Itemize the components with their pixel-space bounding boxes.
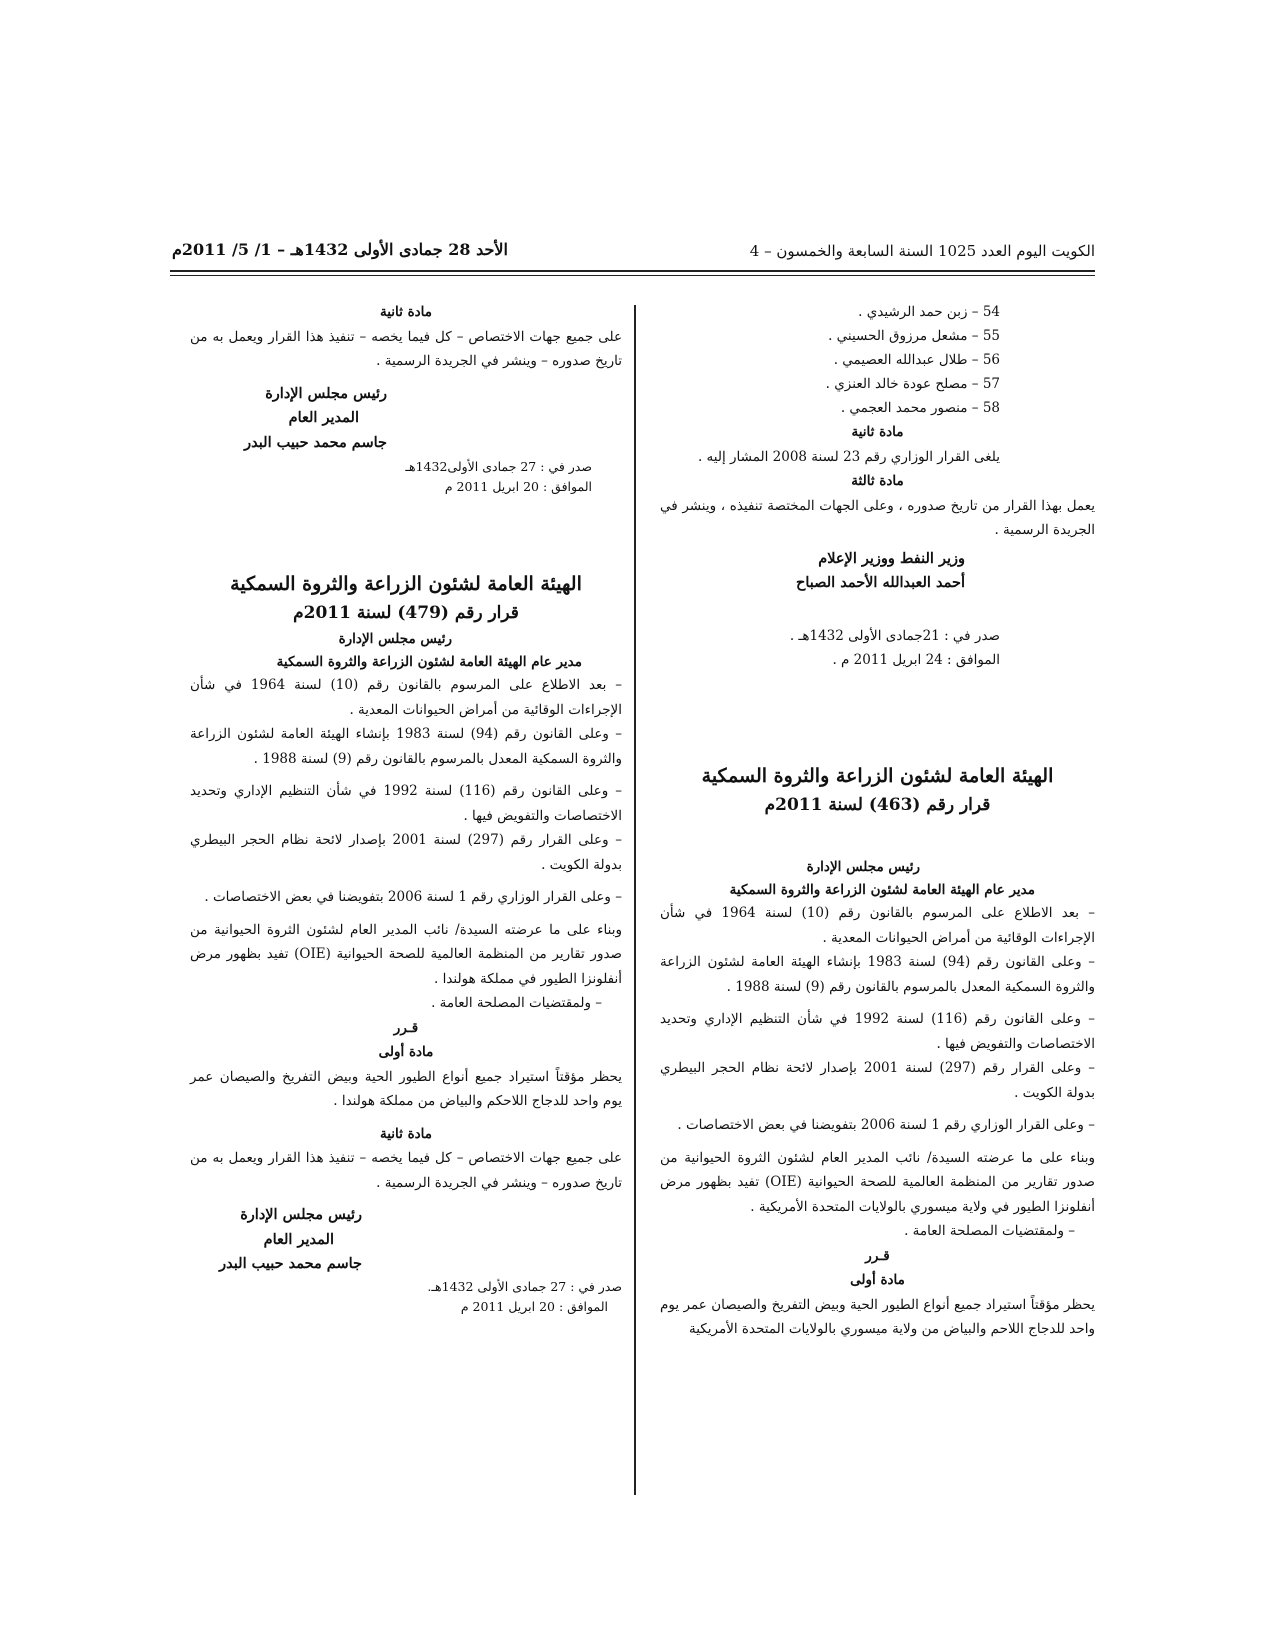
preamble-paragraph: وبناء على ما عرضته السيدة/ نائب المدير العام لشئون الثروة الحيوانية من صدور تقارير من المنظمة العالمية للصحة الحيوانية (OIE) تفيد بظهور مرض أنفلونزا الطيور في مملكة هولندا .: [190, 921, 623, 987]
article-heading: مادة ثانية: [379, 304, 433, 320]
page-header-date: الأحد 28 جمادى الأولى 1432هـ – 1/ 5/ 2011م: [172, 240, 508, 259]
director-heading: مدير عام الهيئة العامة لشئون الزراعة والثروة السمكية: [276, 654, 582, 670]
preamble-paragraph: – وعلى القرار رقم (297) لسنة 2001 بإصدار لائحة نظام الحجر البيطري بدولة الكويت .: [190, 832, 622, 873]
preamble-paragraph: – وعلى القرار الوزاري رقم 1 لسنة 2006 بتفويضنا في بعض الاختصاصات .: [677, 1117, 1095, 1133]
article-heading: مادة ثانية: [851, 424, 904, 440]
section-title: الهيئة العامة لشئون الزراعة والثروة السمكية: [230, 573, 582, 595]
decision-title: قرار رقم (463) لسنة 2011م: [764, 794, 991, 815]
header-rule: [170, 270, 1095, 272]
left-column: [190, 300, 622, 1317]
corresponding-date: الموافق : 20 ابريل 2011 م: [460, 1298, 608, 1314]
preamble-paragraph: – وعلى القانون رقم (116) لسنة 1992 في شأن التنظيم الإداري وتحديد الاختصاصات والتفويض فيها .: [660, 1011, 1095, 1052]
preamble-paragraph: – ولمقتضيات المصلحة العامة .: [904, 1223, 1075, 1239]
header-rule-thin: [170, 275, 1095, 276]
signature-title: رئيس مجلس الإدارة: [240, 1206, 362, 1223]
column-divider: [634, 305, 636, 1495]
issued-date: صدر في : 27 جمادى الأولى1432هـ: [405, 459, 592, 474]
preamble-paragraph: – وعلى القانون رقم (94) لسنة 1983 بإنشاء الهيئة العامة لشئون الزراعة والثروة السمكية المعدل بالمرسوم بالقانون رقم (9) لسنة 1988 .: [660, 954, 1095, 995]
page-header-issue: الكويت اليوم العدد 1025 السنة السابعة والخمسون – 4: [749, 242, 1095, 260]
decided-heading: قـرر: [865, 1247, 890, 1264]
corresponding-date: الموافق : 20 ابريل 2011 م: [444, 479, 592, 494]
signature-role: المدير العام: [263, 1230, 334, 1248]
preamble-paragraph: – بعد الاطلاع على المرسوم بالقانون رقم (10) لسنة 1964 في شأن الإجراءات الوقائية من أمراض الحيوانات المعدية .: [660, 905, 1095, 946]
article-heading: مادة أولى: [378, 1044, 434, 1060]
list-item: 55 – مشعل مرزوق الحسيني .: [828, 328, 1000, 344]
preamble-paragraph: – وعلى القانون رقم (116) لسنة 1992 في شأن التنظيم الإداري وتحديد الاختصاصات والتفويض فيها .: [190, 783, 622, 824]
issued-date: صدر في : 27 جمادى الأولى 1432هـ.: [427, 1278, 622, 1294]
article-text: على جميع جهات الاختصاص – كل فيما يخصه – تنفيذ هذا القرار ويعمل به من تاريخ صدوره – وينشر في الجريدة الرسمية .: [190, 328, 622, 369]
article-text: يحظر مؤقتاً استيراد جميع أنواع الطيور الحية وبيض التفريخ والصيصان عمر يوم واحد للدجاج اللاحكم والبياض من مملكة هولندا .: [190, 1068, 622, 1109]
preamble-paragraph: – وعلى القرار الوزاري رقم 1 لسنة 2006 بتفويضنا في بعض الاختصاصات .: [204, 889, 622, 905]
chair-heading: رئيس مجلس الإدارة: [338, 631, 452, 647]
list-item: 56 – طلال عبدالله العصيمي .: [833, 352, 1000, 368]
signature-role: المدير العام: [288, 409, 359, 426]
preamble-paragraph: – وعلى القرار رقم (297) لسنة 2001 بإصدار لائحة نظام الحجر البيطري بدولة الكويت .: [660, 1060, 1095, 1101]
section-title: الهيئة العامة لشئون الزراعة والثروة السمكية: [701, 764, 1054, 787]
article-text: يعمل بهذا القرار من تاريخ صدوره ، وعلى الجهات المختصة تنفيذه ، وينشر في الجريدة الرسمية .: [660, 497, 1095, 538]
signature-title: رئيس مجلس الإدارة: [265, 384, 387, 402]
article-heading: مادة ثالثة: [851, 473, 904, 489]
corresponding-date: الموافق : 24 ابريل 2011 م .: [832, 652, 1000, 668]
right-column: [660, 300, 1095, 1342]
article-heading: مادة أولى: [850, 1272, 905, 1288]
signature-name: جاسم محمد حبيب البدر: [244, 433, 387, 451]
signature-name: جاسم محمد حبيب البدر: [219, 1255, 362, 1272]
chair-heading: رئيس مجلس الإدارة: [806, 858, 920, 875]
article-text: يلغى القرار الوزاري رقم 23 لسنة 2008 المشار إليه .: [697, 448, 1000, 465]
names-list: [660, 300, 1095, 420]
article-text: على جميع جهات الاختصاص – كل فيما يخصه – تنفيذ هذا القرار ويعمل به من تاريخ صدوره – وينشر في الجريدة الرسمية .: [190, 1150, 622, 1191]
list-item: 57 – مصلح عودة خالد العنزي .: [825, 376, 1000, 392]
signature-name: أحمد العبدالله الأحمد الصباح: [795, 574, 965, 591]
article-text: يحظر مؤقتاً استيراد جميع أنواع الطيور الحية وبيض التفريخ والصيصان عمر يوم واحد للدجاج اللاحم والبياض من ولاية ميسوري بالولايات المتحدة الأمريكية: [660, 1296, 1095, 1337]
list-item: 58 – منصور محمد العجمي .: [840, 400, 1000, 416]
director-heading: مدير عام الهيئة العامة لشئون الزراعة والثروة السمكية: [729, 882, 1035, 898]
issued-date: صدر في : 21جمادى الأولى 1432هـ .: [789, 627, 1000, 644]
preamble-paragraph: – بعد الاطلاع على المرسوم بالقانون رقم (10) لسنة 1964 في شأن الإجراءات الوقائية من أمراض الحيوانات المعدية .: [190, 677, 622, 718]
list-item: 54 – زبن حمد الرشيدي .: [858, 304, 1000, 320]
preamble-paragraph: وبناء على ما عرضته السيدة/ نائب المدير العام لشئون الثروة الحيوانية من صدور تقارير من المنظمة العالمية للصحة الحيوانية (OIE) تفيد بظهور مرض أنفلونزا الطيور في ولاية ميسوري بالولايات المتحدة الأمريكية .: [660, 1149, 1095, 1215]
preamble-paragraph: – وعلى القانون رقم (94) لسنة 1983 بإنشاء الهيئة العامة لشئون الزراعة والثروة السمكية المعدل بالمرسوم بالقانون رقم (9) لسنة 1988 .: [190, 726, 622, 767]
decided-heading: قـرر: [393, 1019, 419, 1036]
signature-title: وزير النفط ووزير الإعلام: [818, 549, 965, 567]
decision-title: قرار رقم (479) لسنة 2011م: [293, 603, 519, 623]
preamble-paragraph: – ولمقتضيات المصلحة العامة .: [431, 995, 602, 1011]
article-heading: مادة ثانية: [379, 1125, 433, 1142]
